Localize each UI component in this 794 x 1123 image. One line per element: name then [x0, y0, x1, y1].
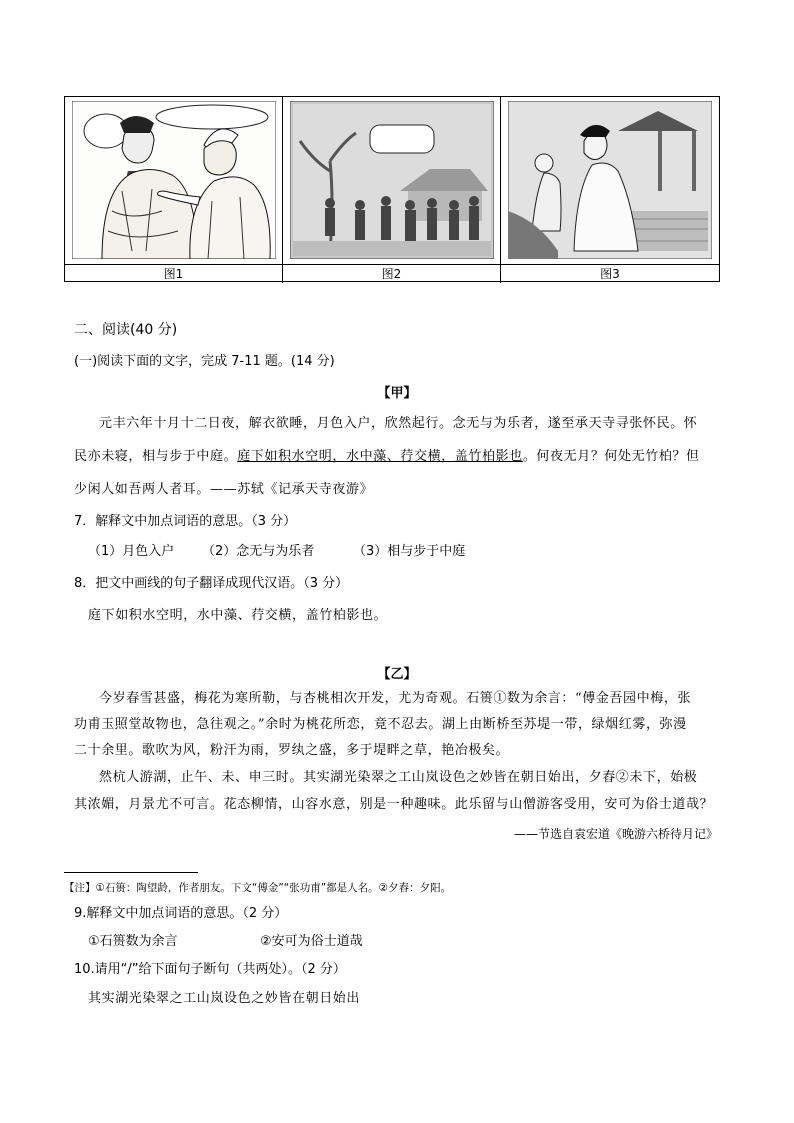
yi-heading: 【乙】: [377, 667, 417, 682]
figure-3-image: [501, 97, 719, 264]
q10-title: 10.请用“/”给下面句子断句（共两处）。（2 分）: [74, 962, 346, 977]
jia-underlined-sentence: 庭下如积水空明，水中藻、荇交横，盖竹柏影也: [237, 449, 523, 464]
jia-line-2-b: 。何夜无月？何处无竹柏？但: [522, 449, 700, 464]
q9-item-2: ②安可为俗士道哉: [260, 934, 363, 949]
yi-p2-line-2: 其浓媚，月景尤不可言。花态柳情，山容水意，别是一种趣味。此乐留与山僧游客受用，安可为俗士道哉？: [74, 797, 714, 812]
q8-sentence: 庭下如积水空明，水中藻、荇交横，盖竹柏影也。: [88, 608, 388, 623]
jia-line-3: 少闲人如吾两人者耳。——苏轼《记承天寺夜游》: [74, 482, 374, 497]
yi-p1-line-2: 功甫玉照堂故物也，急往观之。”余时为桃花所恋，竟不忍去。湖上由断桥至苏堤一带，绿烟红雾，弥漫: [74, 717, 687, 732]
q9-title: 9.解释文中加点词语的意思。（2 分）: [74, 906, 288, 921]
part1-intro: (一)阅读下面的文字，完成 7-11 题。(14 分): [74, 354, 335, 369]
yi-p1-line-3: 二十余里。歌吹为风，粉汗为雨，罗纨之盛，多于堤畔之草，艳冶极矣。: [74, 743, 510, 758]
figure-2-cell: [283, 97, 501, 283]
yi-p2-line-1: 然杭人游湖，止午、未、申三时。其实湖光染翠之工山岚设色之妙皆在朝日始出，夕舂②未下，始极: [99, 770, 698, 785]
q7-item-1: （1）月色入户: [88, 544, 175, 559]
q7-item-3: （3）相与步于中庭: [353, 544, 466, 559]
figure-1-image: [65, 97, 282, 264]
q9-item-1: ①石篑数为余言: [88, 934, 178, 949]
yi-p1-line-1: 今岁春雪甚盛，梅花为寒所勒，与杏桃相次开发，尤为奇观。石篑①数为余言：“傅金吾园中梅，张: [99, 691, 692, 706]
q7-title: 7．解释文中加点词语的意思。（3 分）: [74, 514, 297, 529]
yi-source: ——节选自袁宏道《晚游六桥待月记》: [513, 827, 718, 841]
figure-2-image: [283, 97, 500, 264]
jia-line-2-a: 民亦未寝，相与步于中庭。: [74, 449, 238, 464]
jia-heading: 【甲】: [377, 386, 417, 401]
figure-1-caption: 图1: [65, 264, 282, 283]
q7-item-2: （2）念无与为乐者: [202, 544, 315, 559]
q8-title: 8．把文中画线的句子翻译成现代汉语。（3 分）: [74, 576, 349, 591]
figure-table: [64, 96, 720, 282]
figure-2-caption: 图2: [283, 264, 500, 283]
q10-sentence: 其实湖光染翠之工山岚设色之妙皆在朝日始出: [88, 991, 361, 1006]
figure-3-caption: 图3: [501, 264, 719, 283]
figure-1-cell: [65, 97, 283, 283]
jia-line-2: [74, 447, 700, 467]
jia-line-1: 元丰六年十月十二日夜，解衣欲睡，月色入户，欣然起行。念无与为乐者，遂至承天寺寻张怀民。怀: [99, 416, 698, 431]
figure-3-cell: [501, 97, 719, 283]
footnote: 【注】①石篑：陶望龄，作者朋友。下文“傅金”“张功甫”都是人名。②夕舂：夕阳。: [64, 882, 452, 894]
section-title: 二、阅读(40 分): [74, 322, 178, 338]
footnote-rule: [64, 872, 198, 873]
